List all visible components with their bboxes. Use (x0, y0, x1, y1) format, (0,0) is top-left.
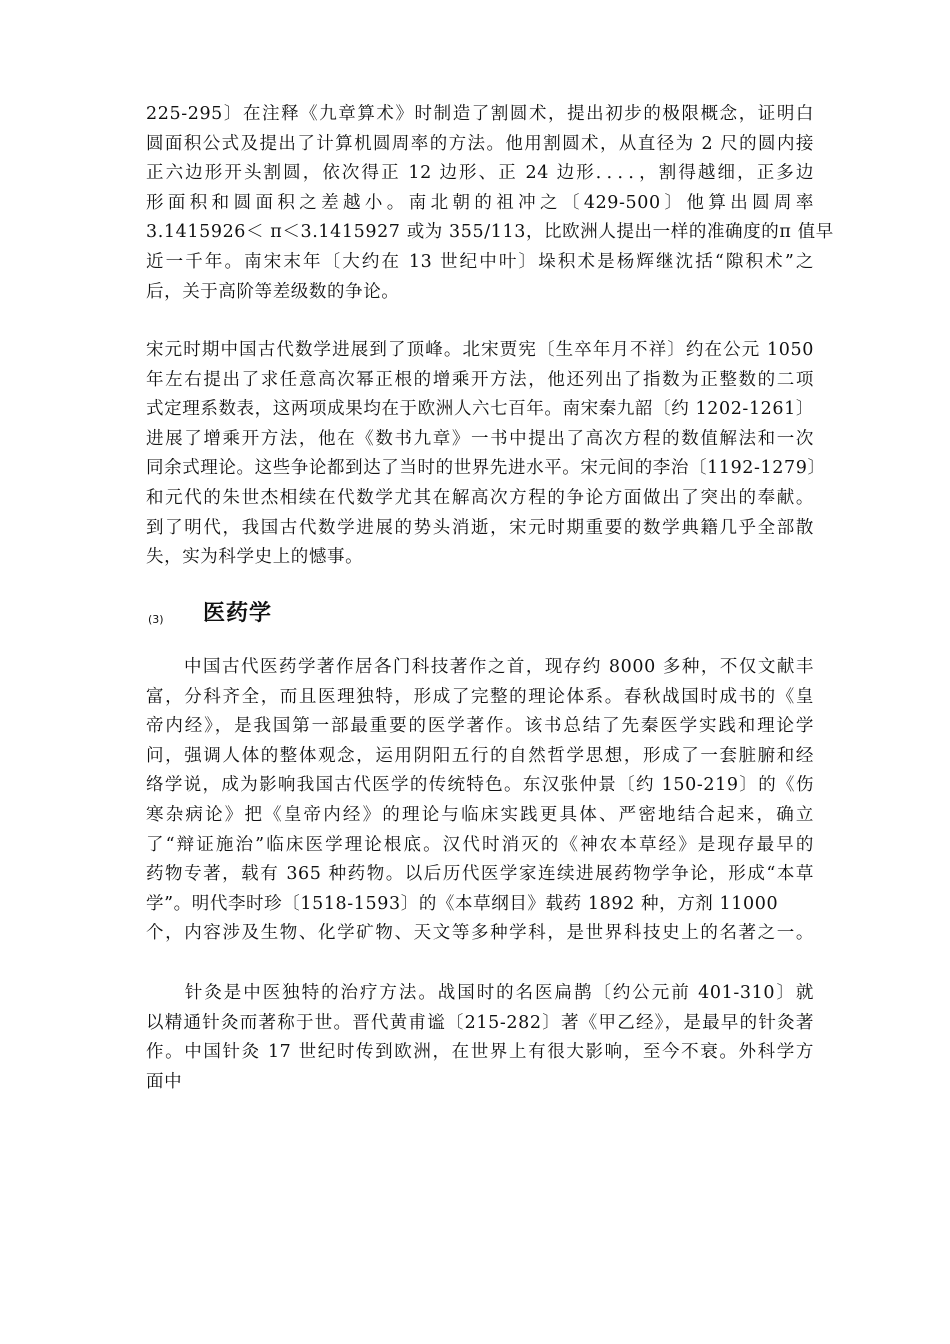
text-line: 了“辩证施治”临床医学理论根底。汉代时消灭的《神农本草经》是现存最早的 (146, 834, 814, 855)
paragraph-liu-hui-pi (146, 100, 834, 307)
text-line: 帝内经》，是我国第一部最重要的医学著作。该书总结了先秦医学实践和理论学 (146, 716, 814, 737)
section-title: 医药学 (203, 601, 273, 626)
text-line: 近一千年。南宋末年〔大约在 13 世纪中叶〕垛积术是杨辉继沈括“隙积术”之 (146, 251, 814, 272)
paragraph-song-yuan-math (146, 336, 826, 573)
paragraph-acupuncture (146, 979, 814, 1097)
text-line: 圆面积公式及提出了计算机圆周率的方法。他用割圆术，从直径为 2 尺的圆内接 (146, 133, 814, 154)
text-line: 进展了增乘开方法，他在《数书九章》一书中提出了高次方程的数值解法和一次 (146, 428, 814, 449)
text-line: 富，分科齐全，而且医理独特，形成了完整的理论体系。春秋战国时成书的《皇 (146, 686, 814, 707)
text-line: 式定理系数表，这两项成果均在于欧洲人六七百年。南宋秦九韶〔约 1202-1261〕 (146, 399, 814, 420)
text-line: 后，关于高阶等差级数的争论。 (146, 281, 400, 302)
text-line: 个，内容涉及生物、化学矿物、天文等多种学科，是世界科技史上的名著之一。 (146, 923, 814, 944)
text-line: 问，强调人体的整体观念，运用阴阳五行的自然哲学思想，形成了一套脏腑和经 (146, 745, 814, 766)
text-line: 到了明代，我国古代数学进展的势头消逝，宋元时期重要的数学典籍几乎全部散 (146, 517, 814, 538)
text-line: 同余式理论。这些争论都到达了当时的世界先进水平。宋元间的李治〔1192-1279〕 (146, 458, 826, 479)
text-line: 正六边形开头割圆，依次得正 12 边形、正 24 边形．．．．，割得越细，正多边 (146, 163, 814, 184)
section-number: (3) (148, 613, 164, 626)
text-line: 针灸是中医独特的治疗方法。战国时的名医扁鹊〔约公元前 401-310〕就 (146, 983, 814, 1003)
text-line: 以精通针灸而著称于世。晋代黄甫谧〔215-282〕著《甲乙经》，是最早的针灸著 (146, 1012, 814, 1033)
text-line: 年左右提出了求任意高次幂正根的增乘开方法，他还列出了指数为正整数的二项 (146, 369, 814, 390)
text-line: 3.1415926＜ π＜3.1415927 或为 355/113，比欧洲人提出一样的准确度的π 值早 (146, 222, 834, 243)
text-line: 和元代的朱世杰相续在代数学尤其在解高次方程的争论方面做出了突出的奉献。 (146, 487, 814, 508)
text-line: 学”。明代李时珍〔1518-1593〕的《本草纲目》载药 1892 种，方剂 11000 (146, 893, 779, 914)
text-line: 作。中国针灸 17 世纪时传到欧洲，在世界上有很大影响，至今不衰。外科学方 (146, 1042, 814, 1063)
paragraph-medicine-literature (146, 653, 814, 949)
section-heading (146, 596, 814, 636)
text-line: 面中 (146, 1071, 183, 1092)
text-line: 宋元时期中国古代数学进展到了顶峰。北宋贾宪〔生卒年月不祥〕约在公元 1050 (146, 340, 814, 360)
text-line: 药物专著，载有 365 种药物。以后历代医学家连续进展药物学争论，形成“本草 (146, 864, 814, 885)
text-line: 中国古代医药学著作居各门科技著作之首，现存约 8000 多种，不仅文献丰 (146, 657, 814, 677)
text-line: 络学说，成为影响我国古代医学的传统特色。东汉张仲景〔约 150-219〕的《伤 (146, 775, 814, 796)
text-line: 形面积和圆面积之差越小。南北朝的祖冲之〔429-500〕他算出圆周率 (146, 192, 814, 213)
text-line: 225-295〕在注释《九章算术》时制造了割圆术，提出初步的极限概念，证明白 (146, 104, 814, 124)
text-line: 寒杂病论》把《皇帝内经》的理论与临床实践更具体、严密地结合起来，确立 (146, 804, 814, 825)
text-line: 失，实为科学史上的憾事。 (146, 547, 364, 568)
